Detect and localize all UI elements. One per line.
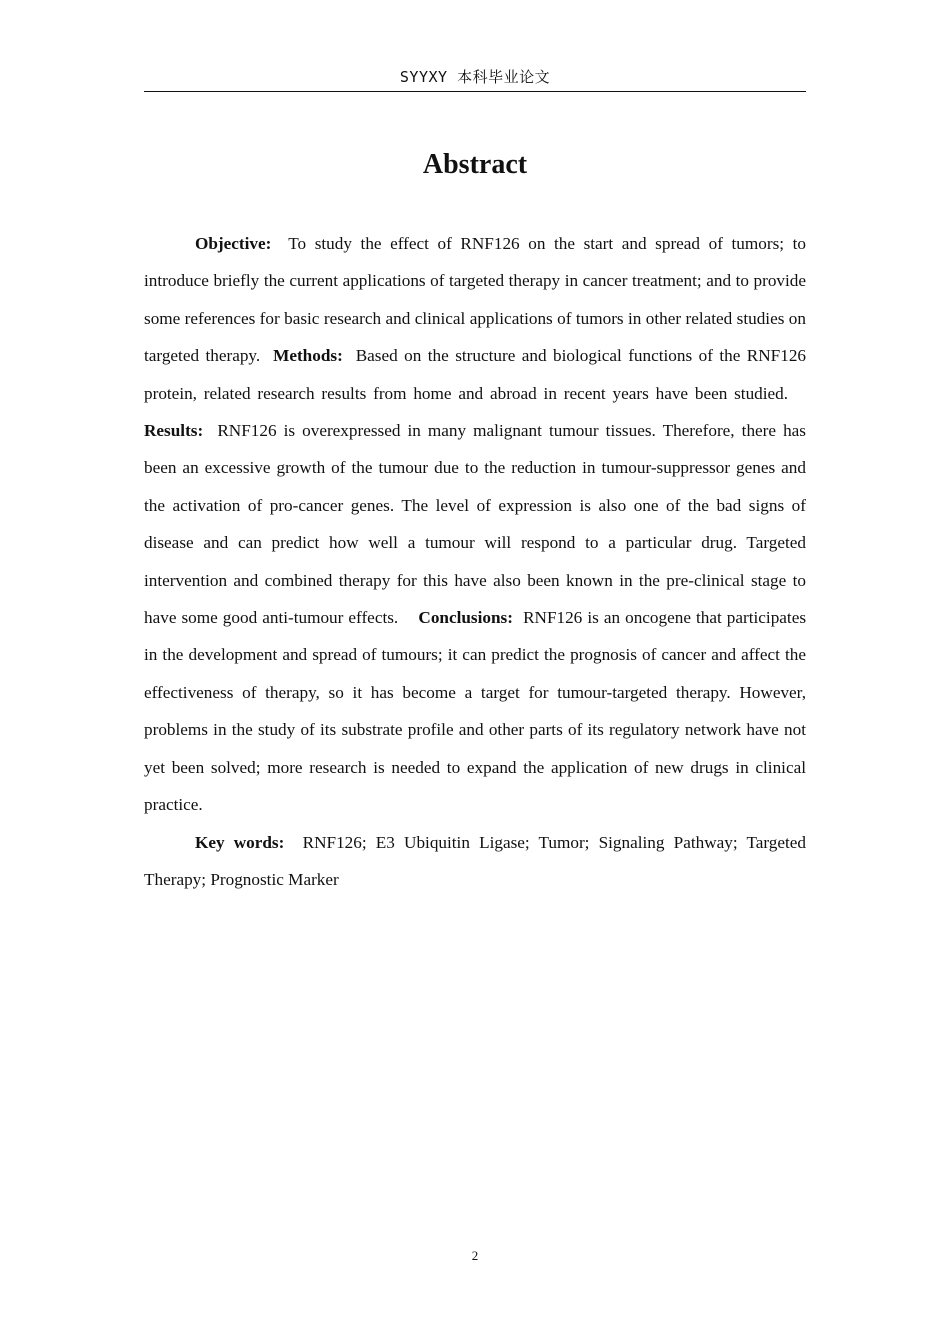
abstract-body: [144, 225, 806, 898]
keywords-paragraph: [144, 824, 806, 899]
conclusions-text: RNF126 is an oncogene that participates in the development and spread of tumours; it can predict the prognosis of cancer and affect the effectiveness of therapy, so it has become a target for tumour-targeted therapy. However, problems in the study of its substrate profile and other parts of its regulatory network have not yet been solved; more research is needed to expand the application of new drugs in clinical practice.: [144, 608, 807, 815]
header-rule: [144, 91, 806, 92]
keywords-label: Key words:: [195, 832, 285, 852]
results-label: Results:: [144, 421, 204, 441]
results-text: RNF126 is overexpressed in many malignant tumour tissues. Therefore, there has been an excessive growth of the tumour due to the reduction in tumour-suppressor genes and the activation of pro-cancer genes. The level of expression is also one of the bad signs of disease and can predict how well a tumour will respond to a particular drug. Targeted intervention and combined therapy for this have also been known in the pre-clinical stage to have some good anti-tumour effects.: [144, 421, 806, 628]
methods-label: Methods:: [273, 346, 343, 366]
page-number: 2: [471, 1248, 479, 1263]
objective-label: Objective:: [195, 234, 272, 253]
abstract-paragraph: [144, 225, 806, 824]
running-header: SYYXY 本科毕业论文: [399, 68, 551, 86]
conclusions-label: Conclusions:: [418, 608, 513, 628]
keywords-text: RNF126; E3 Ubiquitin Ligase; Tumor; Signaling Pathway; Targeted Therapy; Prognostic Marker: [144, 832, 806, 889]
objective-text: To study the effect of RNF126 on the start and spread of tumors; to introduce briefly the current applications of targeted therapy in cancer treatment; and to provide some references for basic research and clinical applications of tumors in other related studies on targeted therapy.: [144, 234, 806, 366]
methods-text: Based on the structure and biological functions of the RNF126 protein, related research results from home and abroad in recent years have been studied.: [144, 346, 807, 403]
page-title: Abstract: [422, 149, 528, 180]
